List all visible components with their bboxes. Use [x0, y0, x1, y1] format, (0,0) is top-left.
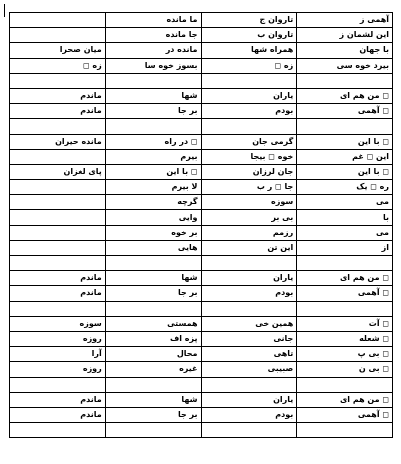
table-row — [10, 256, 393, 271]
table-cell[interactable]: ماندم — [10, 271, 106, 286]
table-row — [10, 104, 393, 119]
table-row — [10, 210, 393, 225]
table-cell[interactable] — [297, 301, 393, 316]
table-cell[interactable]: شها — [105, 271, 201, 286]
table-cell[interactable]: روزه — [10, 362, 106, 377]
table-cell[interactable] — [10, 149, 106, 164]
table-row — [10, 316, 393, 331]
table-cell[interactable]: ماندم — [10, 104, 106, 119]
table-cell[interactable]: ماندم — [10, 88, 106, 103]
table-cell[interactable]: ◻ با این — [297, 164, 393, 179]
table-row — [10, 180, 393, 195]
table-cell[interactable]: هایی — [105, 240, 201, 255]
table-row — [10, 301, 393, 316]
table-cell[interactable]: ◻ آهمی — [297, 286, 393, 301]
table-cell[interactable]: ◻ بی پ — [297, 347, 393, 362]
table-cell[interactable]: بر جا — [105, 104, 201, 119]
table-cell[interactable]: تاهی — [201, 347, 297, 362]
table-cell[interactable]: شها — [105, 392, 201, 407]
table-cell[interactable]: ◻ من هم ای — [297, 392, 393, 407]
table-cell[interactable] — [297, 256, 393, 271]
table-cell[interactable]: همین خی — [201, 316, 297, 331]
table-cell[interactable] — [201, 119, 297, 134]
table-row — [10, 88, 393, 103]
table-cell[interactable]: بی بر — [201, 210, 297, 225]
table-cell[interactable]: یاران — [201, 392, 297, 407]
table-cell[interactable] — [105, 423, 201, 438]
table-cell[interactable]: مانده در — [105, 43, 201, 58]
table-cell[interactable]: سوزه — [10, 316, 106, 331]
table-cell[interactable]: بودم — [201, 104, 297, 119]
table-cell[interactable] — [201, 256, 297, 271]
table-cell[interactable]: با جهان — [297, 43, 393, 58]
table-cell[interactable]: رزمم — [201, 225, 297, 240]
table-cell[interactable]: یاران — [201, 88, 297, 103]
table-cell[interactable]: گرمی جان — [201, 134, 297, 149]
table-cell[interactable]: پای لغزان — [10, 164, 106, 179]
table-cell[interactable] — [10, 28, 106, 43]
table-cell[interactable]: جا مانده — [105, 28, 201, 43]
table-cell[interactable]: ◻ با این — [105, 164, 201, 179]
table-cell[interactable] — [105, 119, 201, 134]
table-row — [10, 73, 393, 88]
table-row — [10, 225, 393, 240]
table-cell[interactable]: وایی — [105, 210, 201, 225]
table-cell[interactable]: این لشمان ز — [297, 28, 393, 43]
table-cell[interactable]: گرچه — [105, 195, 201, 210]
table-row — [10, 347, 393, 362]
table-cell[interactable] — [10, 240, 106, 255]
table-cell[interactable] — [201, 423, 297, 438]
table-cell[interactable]: از — [297, 240, 393, 255]
table-cell[interactable]: تاروان ج — [201, 13, 297, 28]
table-row — [10, 392, 393, 407]
table-cell[interactable]: پزه اف — [105, 331, 201, 346]
table-cell[interactable]: ماندم — [10, 286, 106, 301]
table-cell[interactable]: ◻ آت — [297, 316, 393, 331]
table-cell[interactable]: آهمی ز — [297, 13, 393, 28]
table-cell[interactable] — [10, 225, 106, 240]
table-cell[interactable] — [297, 423, 393, 438]
table-cell[interactable] — [10, 301, 106, 316]
table-cell[interactable] — [10, 423, 106, 438]
table-cell[interactable] — [10, 180, 106, 195]
table-cell[interactable]: خوه ◻ بیجا — [201, 149, 297, 164]
table-row — [10, 423, 393, 438]
table-row — [10, 407, 393, 422]
table-row — [10, 331, 393, 346]
table-cell[interactable]: مانده حیران — [10, 134, 106, 149]
table-cell[interactable] — [10, 13, 106, 28]
table-cell[interactable] — [10, 210, 106, 225]
table-cell[interactable]: بر جا — [105, 286, 201, 301]
table-cell[interactable]: همراه شها — [201, 43, 297, 58]
table-cell[interactable]: بودم — [201, 407, 297, 422]
table-cell[interactable]: روزه — [10, 331, 106, 346]
table-cell[interactable] — [10, 73, 106, 88]
table-cell[interactable]: بیرد خوه سی — [297, 58, 393, 73]
table-cell[interactable]: می — [297, 225, 393, 240]
table-cell[interactable] — [10, 119, 106, 134]
table-cell[interactable]: میان صحرا — [10, 43, 106, 58]
table-cell[interactable]: تاروان ب — [201, 28, 297, 43]
table-cell[interactable]: با — [297, 210, 393, 225]
table-row — [10, 58, 393, 73]
table-cell[interactable] — [297, 377, 393, 392]
table-cell[interactable] — [105, 377, 201, 392]
table-cell[interactable] — [297, 119, 393, 134]
table-row — [10, 43, 393, 58]
table-cell[interactable]: بودم — [201, 286, 297, 301]
table-cell[interactable]: ماندم — [10, 407, 106, 422]
table-cell[interactable]: بیرم — [105, 149, 201, 164]
table-cell[interactable]: بسوز خوه سا — [105, 58, 201, 73]
table-cell[interactable]: ◻ بی ن — [297, 362, 393, 377]
table-cell[interactable]: ◻ آهمی — [297, 104, 393, 119]
table-row — [10, 240, 393, 255]
table-cell[interactable]: آرا — [10, 347, 106, 362]
table-cell[interactable]: ماندم — [10, 392, 106, 407]
table-cell[interactable] — [105, 301, 201, 316]
table-cell[interactable]: جان لرزان — [201, 164, 297, 179]
table-cell[interactable]: جا ◻ ر ب — [201, 180, 297, 195]
table-cell[interactable] — [201, 377, 297, 392]
table-cell[interactable] — [10, 256, 106, 271]
table-row — [10, 362, 393, 377]
table-cell[interactable]: ◻ شعله — [297, 331, 393, 346]
table-row — [10, 164, 393, 179]
table-cell[interactable]: بر خوه — [105, 225, 201, 240]
table-cell[interactable] — [10, 195, 106, 210]
table-cell[interactable]: صبیبی — [201, 362, 297, 377]
table-cell[interactable]: بر جا — [105, 407, 201, 422]
table-cell[interactable]: زه ◻ — [201, 58, 297, 73]
table-cell[interactable] — [105, 73, 201, 88]
table-cell[interactable]: ◻ آهمی — [297, 407, 393, 422]
table-cell[interactable] — [297, 73, 393, 88]
table-row — [10, 13, 393, 28]
table-cell[interactable]: جانی — [201, 331, 297, 346]
table-cell[interactable] — [10, 377, 106, 392]
table-cell[interactable]: سوزه — [201, 195, 297, 210]
table-cell[interactable]: این ◻ غم — [297, 149, 393, 164]
table-cell[interactable]: غیره — [105, 362, 201, 377]
table-cell[interactable]: این تن — [201, 240, 297, 255]
text-cursor — [4, 4, 5, 17]
table-row — [10, 271, 393, 286]
table-cell[interactable]: ◻ من هم ای — [297, 88, 393, 103]
table-cell[interactable]: ◻ با این — [297, 134, 393, 149]
table-cell[interactable]: همستی — [105, 316, 201, 331]
table-row — [10, 286, 393, 301]
table-cell[interactable]: ◻ در راه — [105, 134, 201, 149]
table-row — [10, 377, 393, 392]
table-cell[interactable]: زه ◻ — [10, 58, 106, 73]
table-cell[interactable] — [201, 301, 297, 316]
table-cell[interactable]: شها — [105, 88, 201, 103]
table-cell[interactable]: می — [297, 195, 393, 210]
table-cell[interactable] — [201, 73, 297, 88]
table-row — [10, 119, 393, 134]
table-row — [10, 149, 393, 164]
table-row — [10, 28, 393, 43]
lyrics-table — [9, 12, 393, 438]
table-cell[interactable]: ◻ من هم ای — [297, 271, 393, 286]
table-cell[interactable]: ما مانده — [105, 13, 201, 28]
table-cell[interactable] — [105, 256, 201, 271]
table-row — [10, 195, 393, 210]
table-row — [10, 134, 393, 149]
table-cell[interactable]: یاران — [201, 271, 297, 286]
table-cell[interactable]: ره ◻ یک — [297, 180, 393, 195]
table-cell[interactable]: لا بیرم — [105, 180, 201, 195]
table-cell[interactable]: محال — [105, 347, 201, 362]
